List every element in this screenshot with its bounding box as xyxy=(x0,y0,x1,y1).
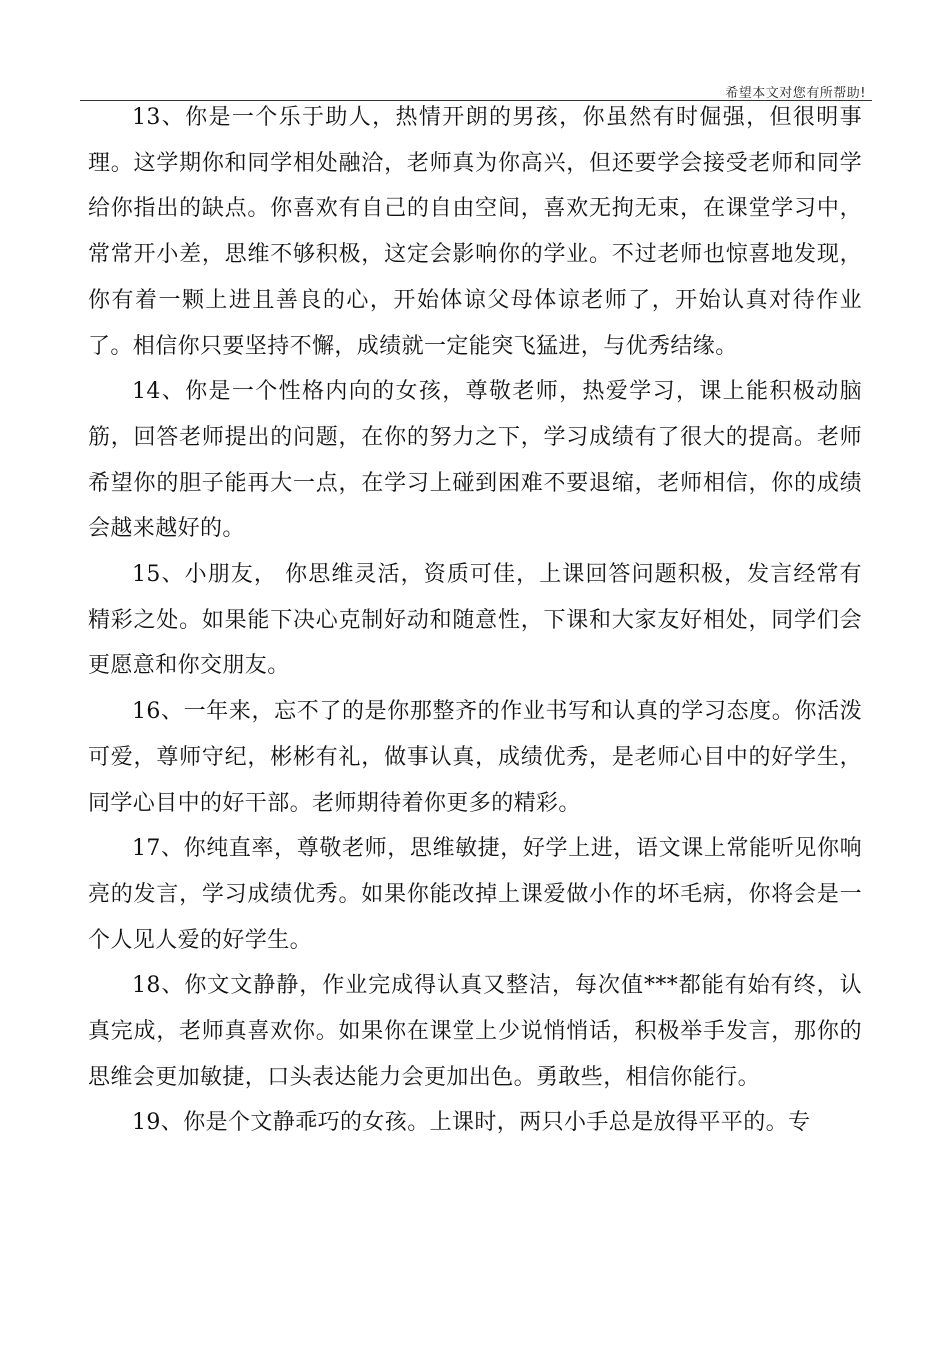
page-header-text: 希望本文对您有所帮助! xyxy=(725,86,866,101)
comment-paragraph-13: 13、你是一个乐于助人，热情开朗的男孩，你虽然有时倔强，但很明事理。这学期你和同学相处融洽，老师真为你高兴，但还要学会接受老师和同学给你指出的缺点。你喜欢有自己的自由空间，喜欢无拘无束，在课堂学习中，常常开小差，思维不够积极，这定会影响你的学业。不过老师也惊喜地发现，你有着一颗上进且善良的心，开始体谅父母体谅老师了，开始认真对待作业了。相信你只要坚持不懈，成绩就一定能突飞猛进，与优秀结缘。 xyxy=(88,105,862,359)
comment-paragraph-15: 15、小朋友， 你思维灵活，资质可佳，上课回答问题积极，发言经常有精彩之处。如果能下决心克制好动和随意性，下课和大家友好相处，同学们会更愿意和你交朋友。 xyxy=(88,562,862,679)
comment-paragraph-18: 18、你文文静静，作业完成得认真又整洁，每次值***都能有始有终，认真完成，老师真喜欢你。如果你在课堂上少说悄悄话，积极举手发言，那你的思维会更加敏捷，口头表达能力会更加出色。勇敢些，相信你能行。 xyxy=(88,973,862,1090)
comment-paragraph-19: 19、你是个文静乖巧的女孩。上课时，两只小手总是放得平平的。专 xyxy=(132,1110,811,1136)
comment-paragraph-16: 16、一年来，忘不了的是你那整齐的作业书写和认真的学习态度。你活泼可爱，尊师守纪，彬彬有礼，做事认真，成绩优秀，是老师心目中的好学生，同学心目中的好干部。老师期待着你更多的精彩。 xyxy=(88,699,862,816)
comment-paragraph-14: 14、你是一个性格内向的女孩，尊敬老师，热爱学习，课上能积极动脑筋，回答老师提出的问题，在你的努力之下，学习成绩有了很大的提高。老师希望你的胆子能再大一点，在学习上碰到困难不要退缩，老师相信，你的成绩会越来越好的。 xyxy=(88,379,862,542)
document-body xyxy=(88,95,862,1146)
comment-paragraph-17: 17、你纯直率，尊敬老师，思维敏捷，好学上进，语文课上常能听见你响亮的发言，学习成绩优秀。如果你能改掉上课爱做小作的坏毛病，你将会是一个人见人爱的好学生。 xyxy=(88,836,862,953)
